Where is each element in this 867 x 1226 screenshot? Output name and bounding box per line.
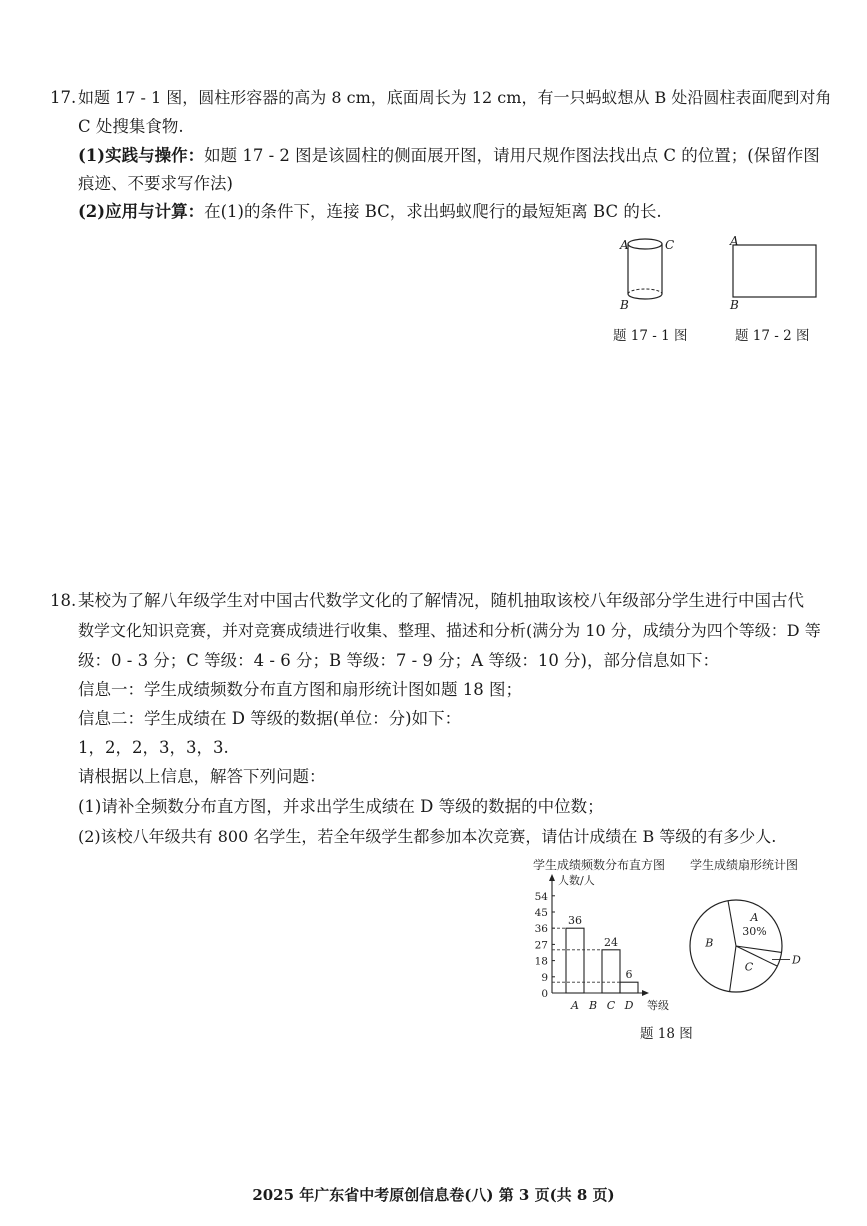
rect-label-a: A [730, 234, 739, 248]
y-tick-label: 27 [534, 939, 548, 952]
page-footer: 2025 年广东省中考原创信息卷(八) 第 3 页(共 8 页) [252, 1186, 615, 1204]
q18-data: 1，2，2，3，3，3. [78, 738, 229, 757]
q17-part1-cont: 痕迹、不要求写作法) [78, 174, 233, 193]
q17-part2-label: (2)应用与计算： [78, 202, 205, 221]
pie-slice-boundary [728, 901, 736, 946]
histogram-bar [602, 950, 620, 993]
cylinder-label-c: C [665, 238, 675, 252]
q17-line2: C 处搜集食物. [78, 117, 184, 136]
unfolded-rectangle-figure [730, 240, 820, 302]
x-axis-arrow [642, 990, 649, 996]
pie-slice-label: A [750, 910, 759, 924]
bar-data-label: 36 [568, 914, 582, 928]
q17-part1-text: 如题 17 - 2 图是该圆柱的侧面展开图，请用尺规作图法找出点 C 的位置；(保留作图 [204, 146, 820, 165]
cylinder-label-a: A [620, 238, 629, 252]
fig17-2-caption: 题 17 - 2 图 [735, 328, 810, 344]
q18-info1: 信息一：学生成绩频数分布直方图和扇形统计图如题 18 图； [78, 680, 522, 699]
fig18-caption: 题 18 图 [640, 1026, 693, 1042]
y-tick-label: 54 [534, 890, 548, 903]
x-axis-label: 等级 [647, 999, 669, 1012]
cylinder-label-b: B [620, 298, 629, 312]
pie-title: 学生成绩扇形统计图 [690, 858, 799, 872]
pie-slice-label: C [744, 960, 754, 974]
q18-line3: 级：0 - 3 分；C 等级：4 - 6 分；B 等级：7 - 9 分；A 等级：10 分)，部分信息如下： [78, 651, 719, 670]
pie-percent-label: 30% [742, 924, 767, 938]
q17-part1-label: (1)实践与操作： [78, 146, 205, 165]
y-tick-label: 9 [541, 971, 548, 984]
x-tick-label: A [571, 999, 579, 1012]
histogram-chart [520, 872, 680, 1012]
q17-part2 [78, 202, 662, 222]
fig17-1-caption: 题 17 - 1 图 [613, 328, 688, 344]
y-tick-label: 36 [534, 923, 548, 936]
q17-part1 [78, 146, 820, 166]
rect-label-b: B [730, 298, 739, 312]
q17-line1: 如题 17 - 1 图，圆柱形容器的高为 8 cm，底面周长为 12 cm，有一只蚂蚁想从 B 处沿圆柱表面爬到对角 [78, 88, 832, 107]
q18-line1: 某校为了解八年级学生对中国古代数学文化的了解情况，随机抽取该校八年级部分学生进行中国古代 [78, 591, 804, 610]
x-tick-label: C [606, 999, 616, 1012]
q18-sub1: (1)请补全频数分布直方图，并求出学生成绩在 D 等级的数据的中位数； [78, 797, 604, 816]
q18-sub2: (2)该校八年级共有 800 名学生，若全年级学生都参加本次竞赛，请估计成绩在 B 等级的有多少人. [78, 827, 777, 846]
x-tick-label: D [624, 999, 634, 1012]
y-axis-arrow [549, 874, 555, 881]
x-tick-label: B [588, 999, 598, 1012]
y-tick-label: 18 [534, 955, 548, 968]
bar-data-label: 6 [625, 968, 633, 982]
pie-chart [686, 894, 816, 1000]
pie-slice-label: B [705, 936, 714, 950]
q18-prompt: 请根据以上信息，解答下列问题： [78, 767, 326, 786]
q18-number: 18. [50, 591, 77, 610]
histogram-bar [566, 928, 584, 993]
y-tick-label: 0 [541, 988, 548, 1000]
pie-slice-label: D [791, 953, 801, 967]
q17-number: 17. [50, 88, 77, 107]
q17-part2-text: 在(1)的条件下，连接 BC，求出蚂蚁爬行的最短矩离 BC 的长. [204, 202, 662, 221]
q18-line2: 数学文化知识竞赛，并对竞赛成绩进行收集、整理、描述和分析(满分为 10 分，成绩分为四个等级：D 等 [78, 621, 821, 640]
bar-data-label: 24 [604, 935, 618, 949]
pie-slice-boundary [730, 946, 736, 992]
histogram-bar [620, 982, 638, 993]
y-tick-label: 45 [534, 907, 548, 919]
histogram-title: 学生成绩频数分布直方图 [533, 858, 666, 872]
y-axis-label: 人数/人 [558, 874, 595, 887]
q18-info2: 信息二：学生成绩在 D 等级的数据(单位：分)如下： [78, 709, 462, 728]
